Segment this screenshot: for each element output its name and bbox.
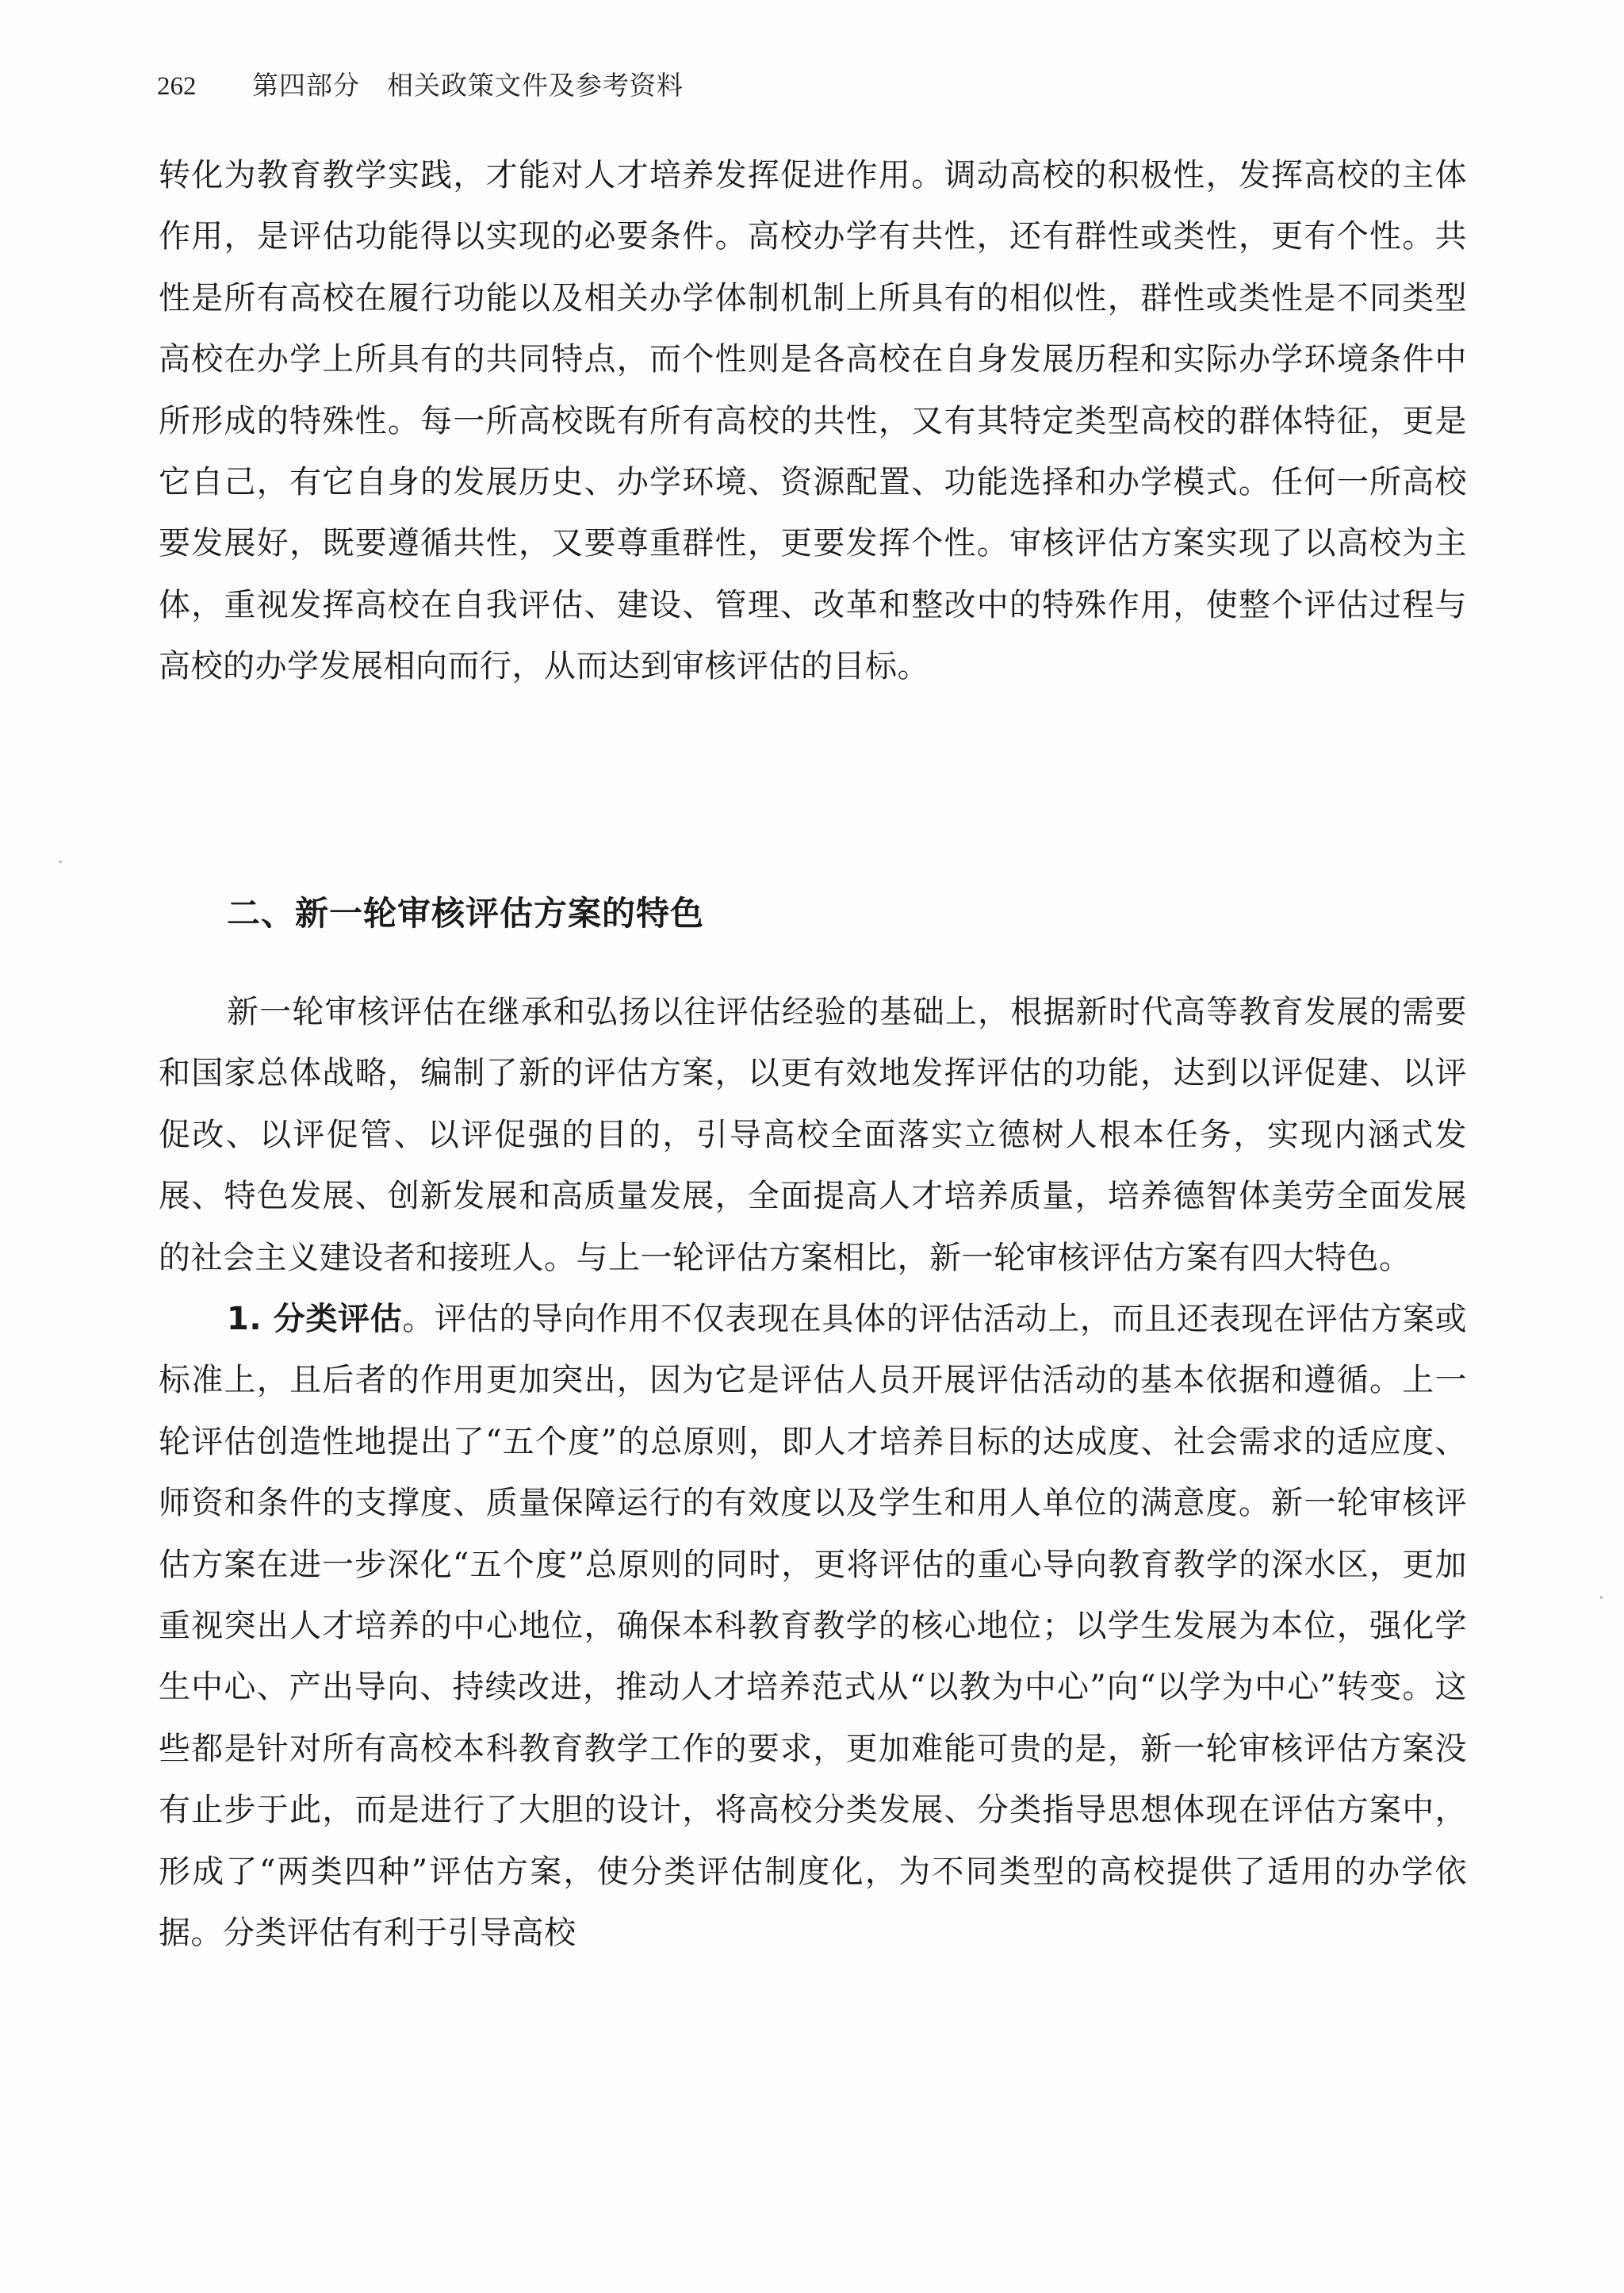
paragraph-intro: 新一轮审核评估在继承和弘扬以往评估经验的基础上，根据新时代高等教育发展的需要和国家总体战略，编制了新的评估方案，以更有效地发挥评估的功能，达到以评促建、以评促改、以评促管、以评促强的目的，引导高校全面落实立德树人根本任务，实现内涵式发展、特色发展、创新发展和高质量发展，全面提高人才培养质量，培养德智体美劳全面发展的社会主义建设者和接班人。与上一轮评估方案相比，新一轮审核评估方案有四大特色。 xyxy=(159,994,1467,1276)
item-1-body: 。评估的导向作用不仅表现在具体的评估活动上，而且还表现在评估方案或标准上，且后者的作用更加突出，因为它是评估人员开展评估活动的基本依据和遵循。上一轮评估创造性地提出了“五个度”的总原则，即人才培养目标的达成度、社会需求的适应度、师资和条件的支撑度、质量保障运行的有效度以及学生和用人单位的满意度。新一轮审核评估方案在进一步深化“五个度”总原则的同时，更将评估的重心导向教育教学的深水区，更加重视突出人才培养的中心地位，确保本科教育教学的核心地位；以学生发展为本位，强化学生中心、产出导向、持续改进，推动人才培养范式从“以教为中心”向“以学为中心”转变。这些都是针对所有高校本科教育教学工作的要求，更加难能可贵的是，新一轮审核评估方案没有止步于此，而是进行了大胆的设计，将高校分类发展、分类指导思想体现在评估方案中，形成了“两类四种”评估方案，使分类评估制度化，为不同类型的高校提供了适用的办学依据。分类评估有利于引导高校 xyxy=(159,1301,1467,1952)
scan-mark-right xyxy=(1600,1596,1603,1599)
paragraph-continued: 转化为教育教学实践，才能对人才培养发挥促进作用。调动高校的积极性，发挥高校的主体作用，是评估功能得以实现的必要条件。高校办学有共性，还有群性或类性，更有个性。共性是所有高校在履行功能以及相关办学体制机制上所具有的相似性，群性或类性是不同类型高校在办学上所具有的共同特点，而个性则是各高校在自身发展历程和实际办学环境条件中所形成的特殊性。每一所高校既有所有高校的共性，又有其特定类型高校的群体特征，更是它自己，有它自身的发展历史、办学环境、资源配置、功能选择和办学模式。任何一所高校要发展好，既要遵循共性，又要尊重群性，更要发挥个性。审核评估方案实现了以高校为主体，重视发挥高校在自我评估、建设、管理、改革和整改中的特殊作用，使整个评估过程与高校的办学发展相向而行，从而达到审核评估的目标。 xyxy=(159,157,1467,685)
section-heading: 二、新一轮审核评估方案的特色 xyxy=(227,894,705,933)
paragraph-item-1 xyxy=(159,1289,1467,1964)
scan-mark-left xyxy=(59,861,62,863)
body-text-top xyxy=(159,145,1467,698)
item-1-lead: 1. 分类评估 xyxy=(227,1301,403,1338)
header-section-title: 第四部分 相关政策文件及参考资料 xyxy=(252,70,684,101)
body-text-section xyxy=(159,982,1467,1965)
running-header xyxy=(157,68,684,104)
page-number: 262 xyxy=(157,72,197,101)
